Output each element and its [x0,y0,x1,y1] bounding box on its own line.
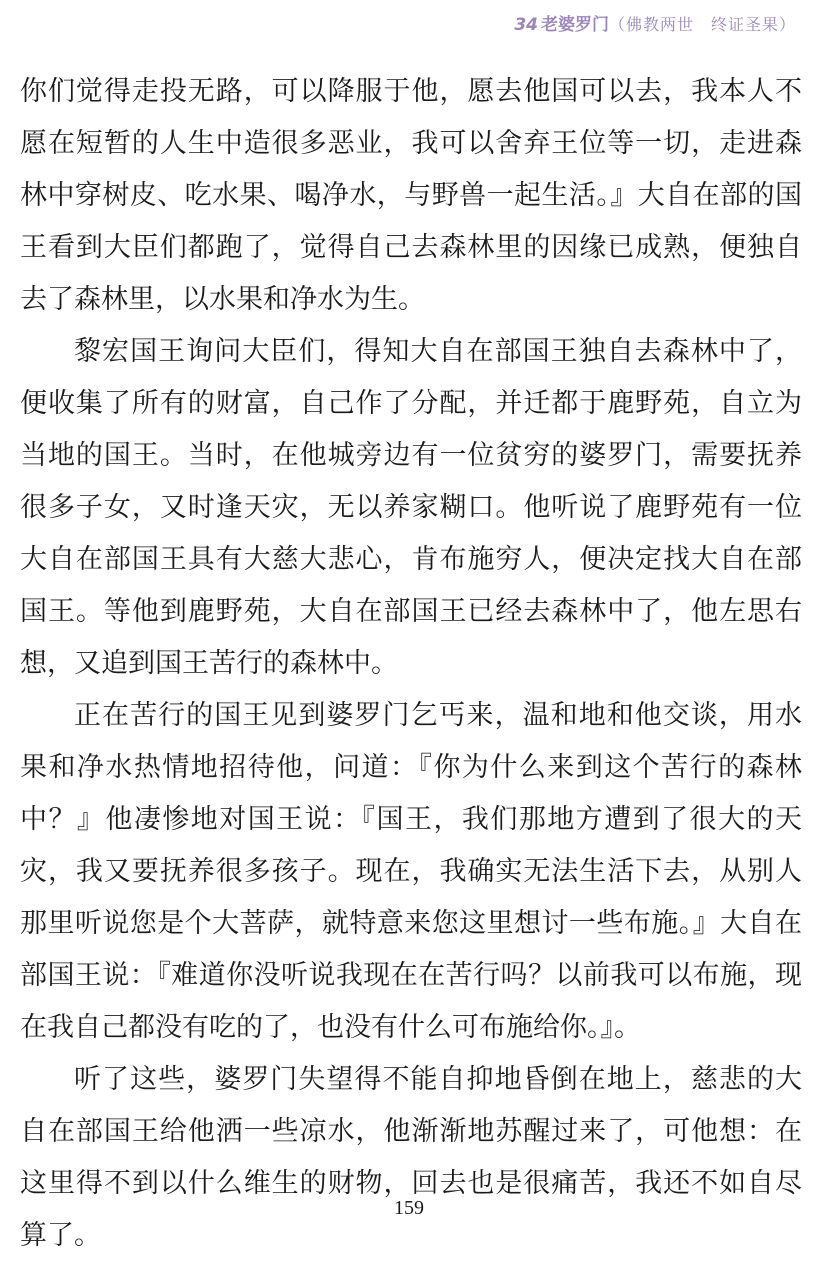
body-text [20,66,802,1262]
paragraph-1: 你们觉得走投无路，可以降服于他，愿去他国可以去，我本人不愿在短暂的人生中造很多恶业，我可以舍弃王位等一切，走进森林中穿树皮、吃水果、喝净水，与野兽一起生活。』大自在部的国王看到大臣们都跑了，觉得自己去森林里的因缘已成熟，便独自去了森林里，以水果和净水为生。 [20,76,802,315]
paragraph-3: 正在苦行的国王见到婆罗门乞丐来，温和地和他交谈，用水果和净水热情地招待他，问道：『你为什么来到这个苦行的森林中？』他凄惨地对国王说：『国王，我们那地方遭到了很大的天灾，我又要抚养很多孩子。现在，我确实无法生活下去，从别人那里听说您是个大菩萨，就特意来您这里想讨一些布施。』大自在部国王说：『难道你没听说我现在在苦行吗？以前我可以布施，现在我自己都没有吃的了，也没有什么可布施给你。』。 [20,700,802,1043]
paragraph-2: 黎宏国王询问大臣们，得知大自在部国王独自去森林中了，便收集了所有的财富，自己作了分配，并迁都于鹿野苑，自立为当地的国王。当时，在他城旁边有一位贫穷的婆罗门，需要抚养很多子女，又时逢天灾，无以养家糊口。他听说了鹿野苑有一位大自在部国王具有大慈大悲心，肯布施穷人，便决定找大自在部国王。等他到鹿野苑，大自在部国王已经去森林中了，他左思右想，又追到国王苦行的森林中。 [20,336,802,679]
chapter-subtitle: （佛教两世 终证圣果） [608,15,796,34]
running-header [514,10,796,35]
chapter-title: 老婆罗门 [540,15,609,35]
paragraph-4: 听了这些，婆罗门失望得不能自抑地昏倒在地上，慈悲的大自在部国王给他洒一些凉水，他渐渐地苏醒过来了，可他想：在这里得不到以什么维生的财物，回去也是很痛苦，我还不如自尽算了。 [20,1064,802,1251]
page-number: 159 [394,1197,424,1219]
chapter-number: 34 [514,15,538,35]
